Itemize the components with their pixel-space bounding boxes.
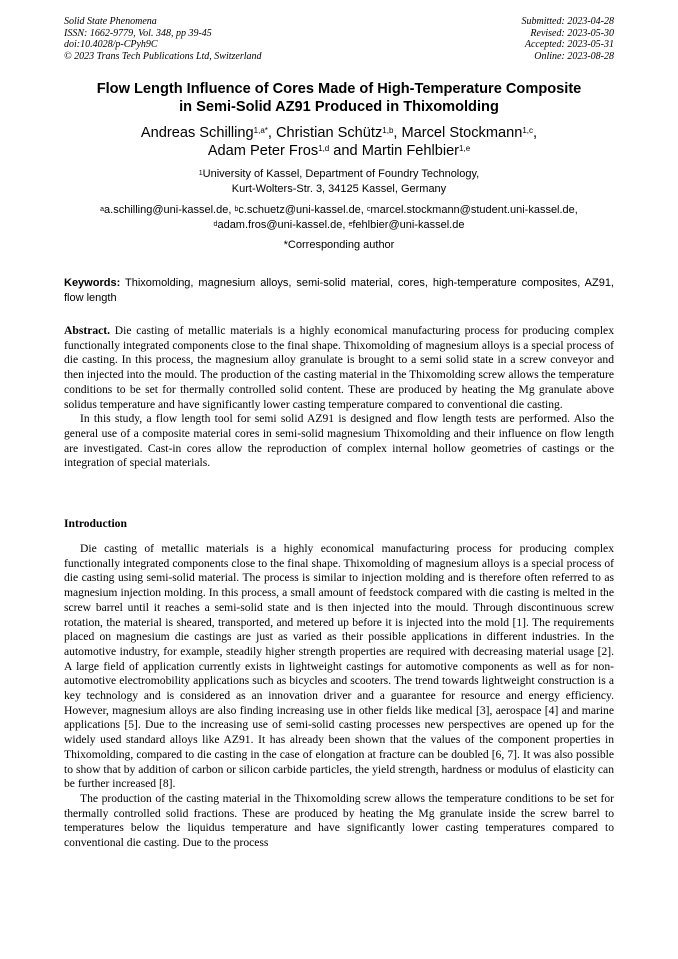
affiliation-line-2: Kurt-Wolters-Str. 3, 34125 Kassel, Germany [231, 183, 447, 195]
abstract-paragraph-1 [64, 324, 614, 412]
affiliation [40, 167, 638, 197]
copyright: © 2023 Trans Tech Publications Ltd, Switzerland [64, 50, 262, 62]
introduction-body [64, 542, 614, 851]
abstract-text: Die casting of metallic materials is a highly economical manufacturing process for producing complex functionally integrated components close to the final shape. Thixomolding of magnesium alloys is a special process of die casting. In this process, the magnesium alloy granulate is brought to a semi solid state in a screw conveyor and then injected into the mould. The production of the casting material in the Thixomolding screw allows the temperature conditions to be set for thermally controlled solid content. These are produced by heating the Mg granulate above solidus temperature and have significantly lower casting temperature compared to conventional die casting. [64, 324, 614, 411]
introduction-paragraph-1: Die casting of metallic materials is a highly economical manufacturing process for producing complex functionally integrated components close to the final shape. Thixomolding of magnesium alloys is a special process of die casting using semi-solid material. The process is similar to injection molding and is therefore often referred to as magnesium injection molding. In this process, a small amount of feedstock compared with die casting is melted in the screw barrel until it reaches a semi-solid state and is then injected into the mould. Through discontinuous screw rotation, the material is sheared, transported, and metered up before it is injected into the mold [1]. The requirements placed on magnesium die castings are just as varied as their possible applications in different industries. In the automotive industry, for example, steadily higher strength properties are required with decreasing material usage [2]. A large field of application currently exists in lightweight castings for automotive components as well as for non-automotive electromobility applications such as bicycles and scooters. The trend towards lightweight construction is a key technology and is considered as an innovation driver and a guarantee for resource and energy efficiency. However, magnesium alloys are also finding increasing use in other fields like medical [3], aerospace [4] and marine applications [5]. Due to the increasing use of semi-solid casting processes new perspectives are opened up for the widely used standard alloys like AZ91. It has already been shown that the values of the component properties in Thixomolding, compared to die casting in the case of elongation at fracture can be doubled [6, 7]. It was also possible to show that by addition of carbon or silicon carbide particles, the yield strength, hardness or modulus of elasticity can be further increased [8]. [64, 542, 614, 791]
paper-title [40, 80, 638, 116]
title-line-2: in Semi-Solid AZ91 Produced in Thixomolding [179, 99, 499, 115]
email-link[interactable]: c.schuetz@uni-kassel.de, [238, 204, 367, 216]
author-list [40, 124, 638, 160]
publication-dates [522, 16, 615, 62]
author-line-1 [40, 124, 638, 142]
email-superscript: a [100, 206, 105, 213]
author-name: Adam Peter Fros [207, 143, 319, 159]
affiliation-line-1 [40, 167, 638, 182]
keywords-label: Keywords: [64, 277, 121, 289]
author-superscript: 1,c [522, 126, 534, 135]
abstract-label: Abstract. [64, 324, 111, 337]
affiliation-text: University of Kassel, Department of Foundry Technology, [202, 168, 480, 180]
issn-volume: ISSN: 1662-9779, Vol. 348, pp 39-45 [64, 27, 212, 39]
author-superscript: 1,e [459, 144, 471, 153]
email-link[interactable]: fehlbier@uni-kassel.de [352, 219, 465, 231]
abstract [64, 324, 614, 471]
section-heading-introduction: Introduction [64, 517, 127, 530]
author-separator: , [393, 125, 402, 141]
author-name: Christian Schütz [276, 125, 383, 141]
email-superscript: d [213, 221, 218, 228]
author-line-2 [40, 142, 638, 160]
keywords [64, 276, 614, 305]
email-link[interactable]: marcel.stockmann@student.uni-kassel.de, [370, 204, 578, 216]
doi: doi:10.4028/p-CPyh9C [64, 39, 158, 50]
author-name: Martin Fehlbier [361, 143, 460, 159]
email-link[interactable]: a.schilling@uni-kassel.de, [104, 204, 235, 216]
revised-date: Revised: 2023-05-30 [530, 27, 614, 39]
title-line-1: Flow Length Influence of Cores Made of High-Temperature Composite [96, 81, 582, 97]
author-separator: , [533, 125, 538, 141]
email-superscript: e [348, 221, 353, 228]
author-name: Marcel Stockmann [401, 125, 523, 141]
email-line-1 [40, 203, 638, 218]
email-line-2 [40, 218, 638, 233]
author-superscript: 1,d [318, 144, 330, 153]
email-link[interactable]: adam.fros@uni-kassel.de, [217, 219, 349, 231]
author-name: Andreas Schilling [140, 125, 254, 141]
author-superscript: 1,b [382, 126, 394, 135]
author-separator: , [267, 125, 276, 141]
author-conjunction: and [329, 143, 362, 159]
journal-name: Solid State Phenomena [64, 16, 157, 27]
accepted-date: Accepted: 2023-05-31 [524, 39, 614, 50]
journal-info [64, 16, 262, 62]
email-superscript: b [234, 206, 239, 213]
author-emails [40, 203, 638, 233]
online-date: Online: 2023-08-28 [534, 50, 614, 62]
corresponding-author-note: *Corresponding author [283, 239, 395, 251]
submitted-date: Submitted: 2023-04-28 [521, 16, 614, 27]
affiliation-superscript: 1 [198, 170, 203, 177]
introduction-paragraph-2: The production of the casting material in the Thixomolding screw allows the temperature conditions to be set for thermally controlled solid fractions. These are produced by heating the Mg granulate inside the screw barrel to temperatures below the liquidus temperature and have significantly lower casting temperatures compared to conventional die casting. Due to the process [64, 791, 614, 850]
keywords-text: Thixomolding, magnesium alloys, semi-solid material, cores, high-temperature composites, AZ91, flow length [64, 277, 614, 304]
email-superscript: c [366, 206, 371, 213]
abstract-paragraph-2: In this study, a flow length tool for semi solid AZ91 is designed and flow length tests are performed. Also the general use of a composite material cores in semi-solid magnesium Thixomolding and their influence on flow length are investigated. Cast-in cores allow the reproduction of complex internal hollow geometries of castings or the integration of special materials. [64, 412, 614, 470]
author-superscript: 1,a* [253, 126, 268, 135]
